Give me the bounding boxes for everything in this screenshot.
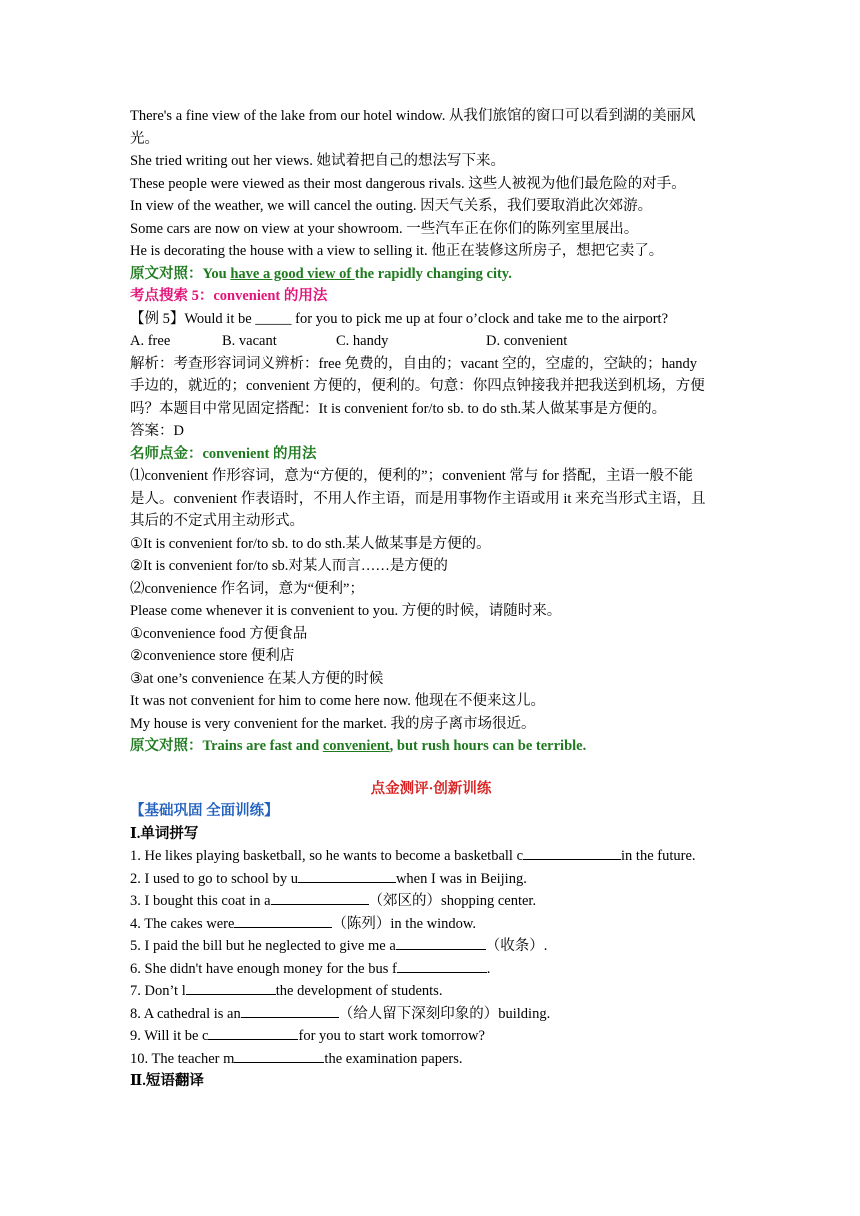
document-page [130, 105, 732, 1093]
answer-blank[interactable] [234, 913, 332, 928]
item-text: when I was in Beijing. [395, 870, 527, 887]
collocation: ②convenience store 便利店 [130, 648, 295, 664]
answer-blank[interactable] [396, 935, 486, 950]
subsection-heading: 【基础巩固 全面训练】 [130, 803, 279, 819]
example-sentence: In view of the weather, we will cancel the outing. 因天气关系，我们要取消此次郊游。 [130, 198, 653, 214]
collocation: ①convenience food 方便食品 [130, 625, 308, 642]
original-text-comparison [130, 735, 732, 758]
item-text: 8. A cathedral is an [130, 1005, 241, 1022]
item-text: the examination papers. [324, 1050, 463, 1067]
example-sentence: There's a fine view of the lake from our hotel window. 从我们旅馆的窗口可以看到湖的美丽风 [130, 108, 696, 124]
spacer [130, 758, 732, 778]
answer-blank[interactable] [234, 1048, 324, 1063]
example-sentence: These people were viewed as their most dangerous rivals. 这些人被视为他们最危险的对手。 [130, 175, 686, 192]
option-d: D. convenient [486, 333, 568, 349]
item-text: （给人留下深刻印象的）building. [338, 1005, 551, 1022]
exercise-item [130, 980, 732, 1003]
answer-blank[interactable] [298, 868, 396, 883]
example-sentence: Some cars are now on view at your showroom. 一些汽车正在你们的陈列室里展出。 [130, 220, 639, 237]
analysis-line: 吗？本题目中常见固定搭配：It is convenient for/to sb. to do sth.某人做某事是方便的。 [130, 400, 667, 417]
answer-blank[interactable] [241, 1003, 339, 1018]
original-prefix: 原文对照：Trains are fast and [130, 738, 323, 754]
usage-note: 其后的不定式用主动形式。 [130, 513, 304, 529]
exercise-item [130, 913, 732, 936]
collocation: ①It is convenient for/to sb. to do sth.某人做某事是方便的。 [130, 535, 491, 552]
item-text: （郊区的）shopping center. [368, 893, 537, 909]
original-prefix: 原文对照：You [130, 265, 231, 282]
example-question: 【例 5】Would it be _____ for you to pick me up at four o’clock and take me to the airport? [130, 310, 669, 327]
example-sentence: She tried writing out her views. 她试着把自己的想法写下来。 [130, 153, 505, 169]
section-heading: 点金测评·创新训练 [370, 780, 492, 797]
part-heading: Ⅰ.单词拼写 [130, 825, 199, 842]
item-text: . [486, 960, 491, 977]
answer-line: 答案：D [130, 423, 184, 439]
analysis-line: 手边的，就近的；convenient 方便的，便利的。句意：你四点钟接我并把我送到机场，方便 [130, 378, 705, 394]
example-sentence: It was not convenient for him to come here now. 他现在不便来这儿。 [130, 693, 546, 709]
exercise-item [130, 890, 732, 913]
collocation: ②It is convenient for/to sb.对某人而言……是方便的 [130, 558, 448, 574]
item-text: 6. She didn't have enough money for the bus f [130, 960, 397, 977]
item-text: the development of students. [275, 983, 443, 999]
exercise-item [130, 1003, 732, 1026]
original-underlined-word: convenient [322, 738, 390, 754]
example-sentence: He is decorating the house with a view to selling it. 他正在装修这所房子，想把它卖了。 [130, 243, 664, 259]
answer-blank[interactable] [208, 1025, 298, 1040]
item-text: 3. I bought this coat in a [130, 893, 271, 909]
example-sentence: Please come whenever it is convenient to you. 方便的时候，请随时来。 [130, 603, 562, 619]
answer-blank[interactable] [523, 845, 621, 860]
exercise-item [130, 1048, 732, 1071]
example-sentence-continued: 光。 [130, 130, 159, 147]
original-text-comparison [130, 263, 732, 286]
teacher-tip-heading: 名师点金：convenient 的用法 [130, 445, 317, 462]
exercise-item [130, 958, 732, 981]
item-text: 4. The cakes were [130, 915, 235, 932]
exercise-item [130, 1025, 732, 1048]
usage-note: ⑵convenience 作名词，意为“便利”； [130, 580, 364, 597]
answer-blank[interactable] [271, 890, 369, 905]
item-text: 7. Don’t l [130, 983, 186, 999]
answer-options [130, 330, 732, 353]
item-text: for you to start work tomorrow? [298, 1028, 485, 1044]
part-heading: Ⅱ.短语翻译 [130, 1073, 204, 1089]
exercise-item [130, 868, 732, 891]
answer-blank[interactable] [186, 980, 276, 995]
original-suffix: the rapidly changing city. [354, 265, 512, 282]
item-text: 9. Will it be c [130, 1028, 209, 1044]
item-text: 2. I used to go to school by u [130, 870, 298, 887]
analysis-line: 解析：考查形容词词义辨析：free 免费的，自由的；vacant 空的，空虚的，空缺的；handy [130, 355, 698, 372]
usage-note: ⑴convenient 作形容词，意为“方便的，便利的”；convenient 常与 for 搭配，主语一般不能 [130, 468, 694, 484]
item-text: 10. The teacher m [130, 1050, 235, 1067]
point-heading: 考点搜索 5：convenient 的用法 [130, 288, 328, 304]
item-text: （收条）. [485, 938, 548, 954]
item-text: 5. I paid the bill but he neglected to give me a [130, 938, 396, 954]
original-underlined-phrase: have a good view of [230, 265, 355, 282]
item-text: in the future. [621, 848, 696, 864]
collocation: ③at one’s convenience 在某人方便的时候 [130, 670, 384, 687]
exercise-item [130, 935, 732, 958]
item-text: 1. He likes playing basketball, so he wants to become a basketball c [130, 848, 524, 864]
exercise-item [130, 845, 732, 868]
usage-note: 是人。convenient 作表语时，不用人作主语，而是用事物作主语或用 it 来充当形式主语，且 [130, 490, 706, 507]
item-text: （陈列）in the window. [332, 915, 477, 932]
original-suffix: , but rush hours can be terrible. [389, 738, 587, 754]
option-a: A. free [130, 333, 171, 349]
answer-blank[interactable] [397, 958, 487, 973]
option-b: B. vacant [222, 333, 277, 349]
option-c: C. handy [336, 333, 389, 349]
example-sentence: My house is very convenient for the market. 我的房子离市场很近。 [130, 715, 536, 732]
